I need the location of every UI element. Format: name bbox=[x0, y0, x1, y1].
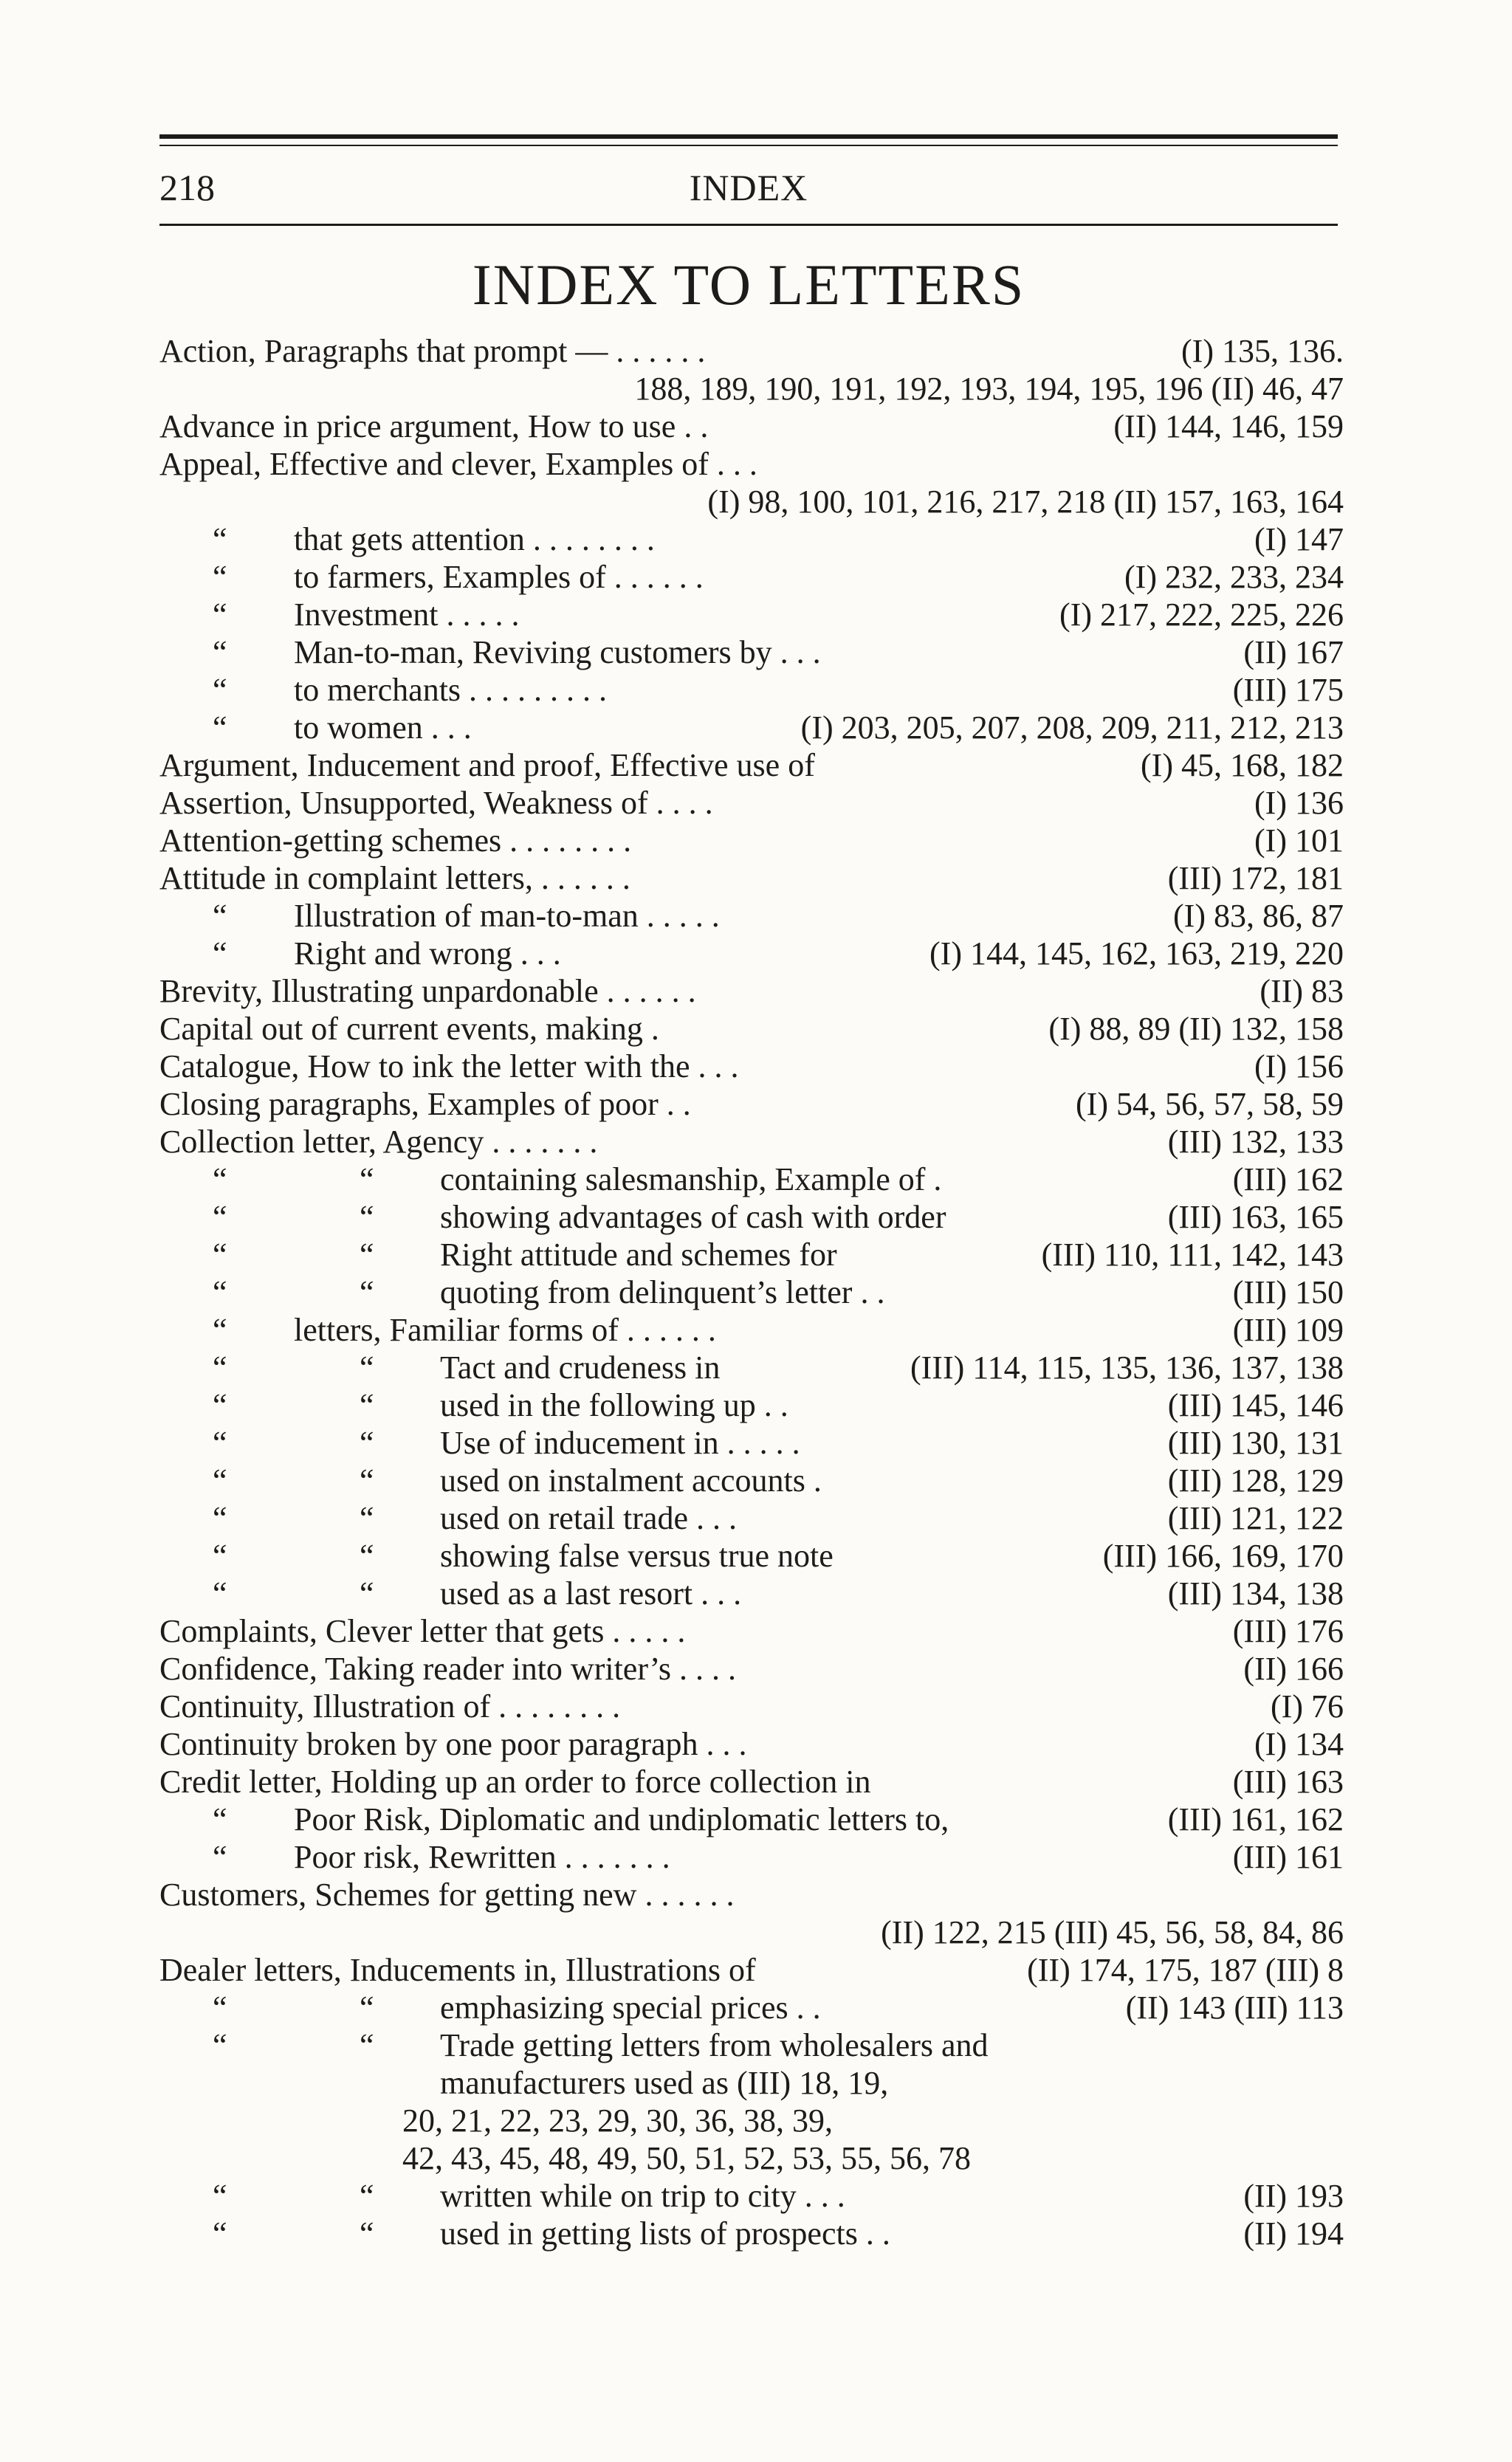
index-entry bbox=[0, 1349, 1512, 1386]
entry-text: Right and wrong . . . bbox=[294, 935, 561, 972]
entry-reference: 188, 189, 190, 191, 192, 193, 194, 195, 196 (II) 46, 47 bbox=[634, 371, 1344, 407]
entry-text: Illustration of man-to-man . . . . . bbox=[294, 898, 720, 934]
index-entry bbox=[0, 1499, 1512, 1537]
entry-reference: (II) 193 bbox=[1243, 2178, 1344, 2214]
index-entry bbox=[0, 784, 1512, 822]
entry-text: used in the following up . . bbox=[440, 1387, 788, 1423]
entry-reference: (I) 54, 56, 57, 58, 59 bbox=[1076, 1086, 1344, 1122]
ditto-mark: “ bbox=[213, 672, 227, 708]
index-entry bbox=[0, 445, 1512, 483]
entry-text: Argument, Inducement and proof, Effective use of bbox=[159, 747, 815, 783]
index-entry bbox=[0, 2139, 1512, 2177]
index-entry bbox=[0, 483, 1512, 520]
ditto-mark-secondary: “ bbox=[360, 2215, 374, 2252]
entry-reference: (I) 98, 100, 101, 216, 217, 218 (II) 157, 163, 164 bbox=[707, 484, 1344, 520]
page-header bbox=[159, 164, 1338, 211]
index-entry bbox=[0, 897, 1512, 935]
entry-text: emphasizing special prices . . bbox=[440, 1990, 821, 2026]
index-entry bbox=[0, 1838, 1512, 1876]
entry-text: Confidence, Taking reader into writer’s . . . . bbox=[159, 1651, 736, 1687]
ditto-mark: “ bbox=[213, 2215, 227, 2252]
entry-text: manufacturers used as (III) 18, 19, bbox=[440, 2065, 889, 2101]
entry-text: showing advantages of cash with order bbox=[440, 1199, 946, 1235]
entry-text: Trade getting letters from wholesalers and bbox=[440, 2027, 989, 2063]
index-entry bbox=[0, 520, 1512, 558]
ditto-mark: “ bbox=[213, 634, 227, 670]
ditto-mark-secondary: “ bbox=[360, 1538, 374, 1574]
entry-reference: (II) 167 bbox=[1243, 634, 1344, 670]
page-number: 218 bbox=[159, 167, 215, 208]
index-entry bbox=[0, 822, 1512, 859]
ditto-mark-secondary: “ bbox=[360, 1425, 374, 1461]
index-entry bbox=[0, 935, 1512, 972]
ditto-mark: “ bbox=[213, 1161, 227, 1197]
entry-reference: (I) 203, 205, 207, 208, 209, 211, 212, 213 bbox=[800, 709, 1344, 746]
entry-reference: (III) 132, 133 bbox=[1167, 1124, 1344, 1160]
index-entry bbox=[0, 1085, 1512, 1123]
entry-reference: (I) 101 bbox=[1254, 822, 1344, 859]
index-entry bbox=[0, 1537, 1512, 1575]
entry-reference: (II) 144, 146, 159 bbox=[1113, 408, 1344, 444]
entry-reference: (I) 136 bbox=[1254, 785, 1344, 821]
entry-text: Capital out of current events, making . bbox=[159, 1011, 659, 1047]
index-entry bbox=[0, 1273, 1512, 1311]
entry-text: to women . . . bbox=[294, 709, 472, 746]
ditto-mark: “ bbox=[213, 2178, 227, 2214]
entry-text: Continuity broken by one poor paragraph . . . bbox=[159, 1726, 747, 1762]
entry-reference: (III) 163, 165 bbox=[1167, 1199, 1344, 1235]
index-entry bbox=[0, 746, 1512, 784]
index-entry bbox=[0, 1876, 1512, 1913]
entry-reference: (I) 147 bbox=[1254, 521, 1344, 557]
index-entry bbox=[0, 972, 1512, 1010]
ditto-mark-secondary: “ bbox=[360, 1387, 374, 1423]
index-entry bbox=[0, 1424, 1512, 1462]
index-entry bbox=[0, 1801, 1512, 1838]
ditto-mark-secondary: “ bbox=[360, 1274, 374, 1310]
ditto-mark: “ bbox=[213, 1801, 227, 1837]
entry-reference: (III) 172, 181 bbox=[1167, 860, 1344, 896]
index-entry bbox=[0, 408, 1512, 445]
index-entry bbox=[0, 1989, 1512, 2026]
entry-text: letters, Familiar forms of . . . . . . bbox=[294, 1312, 716, 1348]
entry-reference: (I) 144, 145, 162, 163, 219, 220 bbox=[929, 935, 1344, 972]
ditto-mark: “ bbox=[213, 898, 227, 934]
ditto-mark: “ bbox=[213, 1500, 227, 1536]
index-entry bbox=[0, 1575, 1512, 1612]
entry-reference: (III) 150 bbox=[1232, 1274, 1344, 1310]
index-entry bbox=[0, 2026, 1512, 2064]
index-entry bbox=[0, 1160, 1512, 1198]
entry-text: Dealer letters, Inducements in, Illustrations of bbox=[159, 1952, 756, 1988]
entry-reference: (I) 83, 86, 87 bbox=[1173, 898, 1344, 934]
entry-text: used on instalment accounts . bbox=[440, 1462, 822, 1499]
entry-reference: (I) 217, 222, 225, 226 bbox=[1059, 596, 1344, 633]
entry-text: Tact and crudeness in bbox=[440, 1349, 721, 1386]
ditto-mark: “ bbox=[213, 1199, 227, 1235]
top-rule-thin bbox=[159, 145, 1338, 146]
entry-reference: (III) 166, 169, 170 bbox=[1102, 1538, 1344, 1574]
entry-text: Investment . . . . . bbox=[294, 596, 520, 633]
entry-text: Right attitude and schemes for bbox=[440, 1237, 837, 1273]
entry-reference: (III) 128, 129 bbox=[1167, 1462, 1344, 1499]
index-entry bbox=[0, 1612, 1512, 1650]
entry-reference: (III) 134, 138 bbox=[1167, 1575, 1344, 1612]
entry-text: used on retail trade . . . bbox=[440, 1500, 737, 1536]
index-entry bbox=[0, 1311, 1512, 1349]
entry-text: Attention-getting schemes . . . . . . . . bbox=[159, 822, 632, 859]
index-entry bbox=[0, 1048, 1512, 1085]
ditto-mark-secondary: “ bbox=[360, 1990, 374, 2026]
ditto-mark: “ bbox=[213, 1425, 227, 1461]
entry-text: Credit letter, Holding up an order to force collection in bbox=[159, 1764, 871, 1800]
index-entry bbox=[0, 1123, 1512, 1160]
entry-reference: (III) 161, 162 bbox=[1167, 1801, 1344, 1837]
index-entry bbox=[0, 671, 1512, 709]
entry-reference: (II) 174, 175, 187 (III) 8 bbox=[1027, 1952, 1344, 1988]
entry-reference: (I) 156 bbox=[1254, 1048, 1344, 1084]
index-entry bbox=[0, 1386, 1512, 1424]
index-entry bbox=[0, 2177, 1512, 2215]
index-entry bbox=[0, 370, 1512, 408]
ditto-mark-secondary: “ bbox=[360, 2178, 374, 2214]
entry-text: quoting from delinquent’s letter . . bbox=[440, 1274, 885, 1310]
entry-reference: (II) 122, 215 (III) 45, 56, 58, 84, 86 bbox=[881, 1914, 1344, 1950]
entry-text: Appeal, Effective and clever, Examples of . . . bbox=[159, 446, 757, 482]
index-entry bbox=[0, 1236, 1512, 1273]
ditto-mark-secondary: “ bbox=[360, 1349, 374, 1386]
entry-reference: (III) 130, 131 bbox=[1167, 1425, 1344, 1461]
index-entry bbox=[0, 1913, 1512, 1951]
entry-reference: (III) 162 bbox=[1232, 1161, 1344, 1197]
entry-reference: (II) 83 bbox=[1260, 973, 1344, 1009]
entry-text: used in getting lists of prospects . . bbox=[440, 2215, 890, 2252]
index-entry bbox=[0, 1198, 1512, 1236]
entry-reference: (III) 145, 146 bbox=[1167, 1387, 1344, 1423]
entry-text: Closing paragraphs, Examples of poor . . bbox=[159, 1086, 691, 1122]
ditto-mark: “ bbox=[213, 935, 227, 972]
entry-text: Advance in price argument, How to use . . bbox=[159, 408, 709, 444]
entry-reference: (II) 194 bbox=[1243, 2215, 1344, 2252]
entry-text: Collection letter, Agency . . . . . . . bbox=[159, 1124, 598, 1160]
entry-text: Man-to-man, Reviving customers by . . . bbox=[294, 634, 821, 670]
ditto-mark-secondary: “ bbox=[360, 1462, 374, 1499]
ditto-mark: “ bbox=[213, 1312, 227, 1348]
entry-reference: (I) 232, 233, 234 bbox=[1124, 559, 1344, 595]
ditto-mark: “ bbox=[213, 2027, 227, 2063]
index-entry bbox=[0, 1951, 1512, 1989]
top-rule-thick bbox=[159, 134, 1338, 139]
entry-text: Use of inducement in . . . . . bbox=[440, 1425, 800, 1461]
entry-text: Attitude in complaint letters, . . . . . . bbox=[159, 860, 630, 896]
index-entry bbox=[0, 1763, 1512, 1801]
entry-reference: (II) 166 bbox=[1243, 1651, 1344, 1687]
ditto-mark: “ bbox=[213, 1990, 227, 2026]
entry-reference: (III) 161 bbox=[1232, 1839, 1344, 1875]
entry-text: 20, 21, 22, 23, 29, 30, 36, 38, 39, bbox=[402, 2102, 833, 2139]
index-entry bbox=[0, 2215, 1512, 2252]
running-title: INDEX bbox=[689, 167, 808, 208]
ditto-mark-secondary: “ bbox=[360, 1575, 374, 1612]
ditto-mark: “ bbox=[213, 1387, 227, 1423]
entry-text: Continuity, Illustration of . . . . . . . . bbox=[159, 1688, 621, 1725]
ditto-mark-secondary: “ bbox=[360, 1500, 374, 1536]
entry-reference: (I) 88, 89 (II) 132, 158 bbox=[1048, 1011, 1344, 1047]
entry-text: used as a last resort . . . bbox=[440, 1575, 742, 1612]
entry-text: Complaints, Clever letter that gets . . . . . bbox=[159, 1613, 686, 1649]
ditto-mark: “ bbox=[213, 1575, 227, 1612]
index-entry bbox=[0, 558, 1512, 596]
index-entry bbox=[0, 2064, 1512, 2102]
index-entry bbox=[0, 2102, 1512, 2139]
ditto-mark-secondary: “ bbox=[360, 2027, 374, 2063]
ditto-mark: “ bbox=[213, 559, 227, 595]
index-entry bbox=[0, 1650, 1512, 1688]
entry-text: 42, 43, 45, 48, 49, 50, 51, 52, 53, 55, 56, 78 bbox=[402, 2140, 971, 2176]
index-entry bbox=[0, 633, 1512, 671]
entry-reference: (III) 114, 115, 135, 136, 137, 138 bbox=[910, 1349, 1344, 1386]
entry-text: Poor Risk, Diplomatic and undiplomatic letters to, bbox=[294, 1801, 949, 1837]
entry-text: Brevity, Illustrating unpardonable . . . . . . bbox=[159, 973, 696, 1009]
entry-reference: (I) 134 bbox=[1254, 1726, 1344, 1762]
ditto-mark-secondary: “ bbox=[360, 1161, 374, 1197]
entry-text: showing false versus true note bbox=[440, 1538, 834, 1574]
entry-text: containing salesmanship, Example of . bbox=[440, 1161, 942, 1197]
entry-reference: (III) 176 bbox=[1232, 1613, 1344, 1649]
ditto-mark: “ bbox=[213, 1462, 227, 1499]
entry-text: Action, Paragraphs that prompt — . . . . . . bbox=[159, 333, 706, 369]
entry-text: to merchants . . . . . . . . . bbox=[294, 672, 608, 708]
ditto-mark: “ bbox=[213, 596, 227, 633]
ditto-mark-secondary: “ bbox=[360, 1237, 374, 1273]
index-entry bbox=[0, 859, 1512, 897]
entry-reference: (I) 76 bbox=[1271, 1688, 1344, 1725]
index-entry bbox=[0, 1688, 1512, 1725]
entry-reference: (II) 143 (III) 113 bbox=[1125, 1990, 1344, 2026]
entry-text: that gets attention . . . . . . . . bbox=[294, 521, 655, 557]
entry-reference: (I) 135, 136. bbox=[1181, 333, 1344, 369]
ditto-mark: “ bbox=[213, 1237, 227, 1273]
index-entry bbox=[0, 1010, 1512, 1048]
index-entry bbox=[0, 709, 1512, 746]
ditto-mark: “ bbox=[213, 521, 227, 557]
ditto-mark: “ bbox=[213, 709, 227, 746]
entry-reference: (III) 163 bbox=[1232, 1764, 1344, 1800]
entry-reference: (I) 45, 168, 182 bbox=[1141, 747, 1344, 783]
index-entry bbox=[0, 1725, 1512, 1763]
entry-text: written while on trip to city . . . bbox=[440, 2178, 845, 2214]
entry-reference: (III) 175 bbox=[1232, 672, 1344, 708]
entry-text: Assertion, Unsupported, Weakness of . . . . bbox=[159, 785, 713, 821]
index-entry bbox=[0, 332, 1512, 370]
entry-text: Catalogue, How to ink the letter with the . . . bbox=[159, 1048, 739, 1084]
index-entry bbox=[0, 596, 1512, 633]
ditto-mark: “ bbox=[213, 1274, 227, 1310]
header-rule bbox=[159, 224, 1338, 226]
entry-reference: (III) 109 bbox=[1232, 1312, 1344, 1348]
entry-text: to farmers, Examples of . . . . . . bbox=[294, 559, 704, 595]
entry-text: Poor risk, Rewritten . . . . . . . bbox=[294, 1839, 670, 1875]
entry-reference: (III) 110, 111, 142, 143 bbox=[1041, 1237, 1344, 1273]
ditto-mark: “ bbox=[213, 1839, 227, 1875]
entry-text: Customers, Schemes for getting new . . . . . . bbox=[159, 1877, 735, 1913]
ditto-mark: “ bbox=[213, 1349, 227, 1386]
ditto-mark-secondary: “ bbox=[360, 1199, 374, 1235]
entry-reference: (III) 121, 122 bbox=[1167, 1500, 1344, 1536]
index-entry bbox=[0, 1462, 1512, 1499]
page-title: INDEX TO LETTERS bbox=[472, 252, 1025, 317]
ditto-mark: “ bbox=[213, 1538, 227, 1574]
